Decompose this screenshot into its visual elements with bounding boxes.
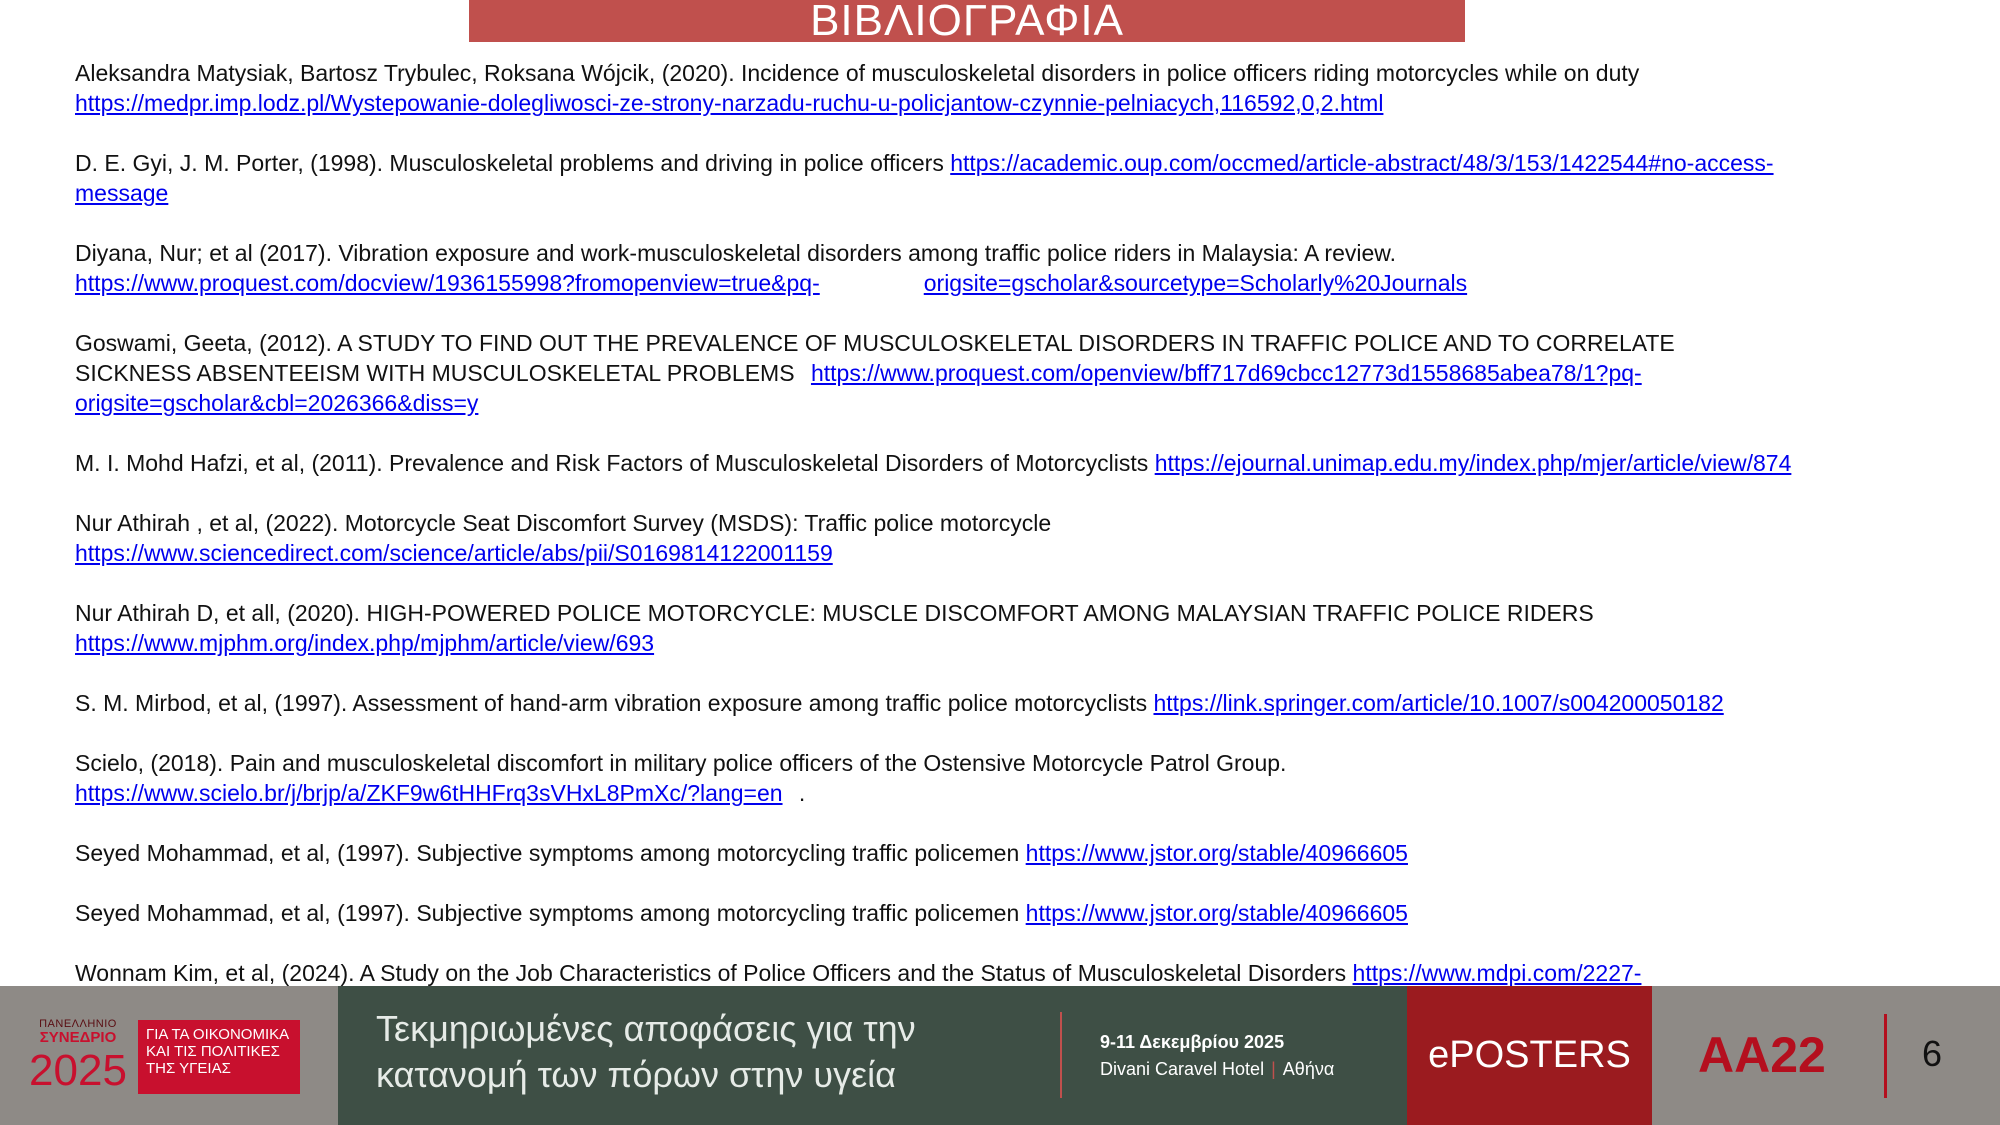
logo-tagline-box (138, 1020, 300, 1094)
reference-link[interactable]: https://www.jstor.org/stable/40966605 (1025, 840, 1408, 866)
logo-tagline-line: ΚΑΙ ΤΙΣ ΠΟΛΙΤΙΚΕΣ (146, 1043, 280, 1060)
reference-item (75, 898, 1955, 928)
reference-link[interactable]: https://www.scielo.br/j/brjp/a/ZKF9w6tHHFrq3sVHxL8PmXc/?lang=en (75, 780, 783, 806)
reference-link[interactable]: https://www.jstor.org/stable/40966605 (1025, 900, 1408, 926)
logo-tagline-line: ΤΗΣ ΥΓΕΙΑΣ (146, 1060, 231, 1077)
reference-link[interactable]: https://www.proquest.com/openview/bff717d69cbcc12773d1558685abea78/1?pq- (810, 360, 1642, 386)
reference-item (75, 328, 1955, 418)
reference-text: Goswami, Geeta, (2012). A STUDY TO FIND OUT THE PREVALENCE OF MUSCULOSKELETAL DISORDERS IN TRAFFIC POLICE AND TO CORRELATE (75, 330, 1675, 356)
reference-text: D. E. Gyi, J. M. Porter, (1998). Musculoskeletal problems and driving in police officers (75, 150, 944, 176)
poster-code-divider (1884, 1014, 1887, 1098)
page-title-text: ΒΙΒΛΙΟΓΡΑΦΙΑ (810, 0, 1124, 42)
venue-name: Divani Caravel Hotel (1100, 1059, 1265, 1079)
slogan-line: Τεκμηριωμένες αποφάσεις για την (376, 1008, 916, 1049)
reference-text: SICKNESS ABSENTEEISM WITH MUSCULOSKELETAL PROBLEMS (75, 360, 795, 386)
reference-link[interactable]: https://www.mjphm.org/index.php/mjphm/article/view/693 (75, 630, 655, 656)
logo-wordmark (28, 1019, 128, 1094)
reference-text: Scielo, (2018). Pain and musculoskeletal discomfort in military police officers of the Ostensive Motorcycle Patrol Group. (75, 750, 1287, 776)
reference-link[interactable]: https://medpr.imp.lodz.pl/Wystepowanie-dolegliwosci-ze-strony-narzadu-ruchu-u-policjantow-czynnie-pelniacych,116592,0,2.html (75, 90, 1384, 116)
footer-divider (1060, 1012, 1062, 1098)
reference-item (75, 58, 1955, 118)
reference-item (75, 598, 1955, 658)
reference-link[interactable]: https://ejournal.unimap.edu.my/index.php/mjer/article/view/874 (1154, 450, 1792, 476)
reference-text: M. I. Mohd Hafzi, et al, (2011). Prevalence and Risk Factors of Musculoskeletal Disorders of Motorcyclists (75, 450, 1149, 476)
footer-main (338, 986, 1407, 1125)
page-title (469, 0, 1465, 42)
logo-tagline-line: ΓΙΑ ΤΑ ΟΙΚΟΝΟΜΙΚΑ (146, 1026, 290, 1043)
logo-small-text: ΠΑΝΕΛΛΗΝΙΟ (39, 1018, 117, 1030)
reference-link-continued[interactable]: origsite=gscholar&cbl=2026366&diss=y (75, 390, 479, 416)
reference-trailing: . (798, 780, 806, 806)
reference-text: Wonnam Kim, et al, (2024). A Study on the Job Characteristics of Police Officers and the Status of Musculoskeletal Disorders (75, 960, 1347, 986)
reference-item (75, 688, 1955, 718)
slogan-line: κατανομή των πόρων στην υγεία (376, 1054, 896, 1095)
venue-separator: | (1271, 1059, 1276, 1079)
reference-text: Nur Athirah D, et all, (2020). HIGH-POWERED POLICE MOTORCYCLE: MUSCLE DISCOMFORT AMONG MALAYSIAN TRAFFIC POLICE RIDERS (75, 600, 1594, 626)
logo-mid-text: ΣΥΝΕΔΡΙΟ (39, 1029, 117, 1046)
eposters-label: ePOSTERS (1407, 986, 1652, 1125)
reference-text: Nur Athirah , et al, (2022). Motorcycle Seat Discomfort Survey (MSDS): Traffic police motorcycle (75, 510, 1052, 536)
reference-link[interactable]: https://www.mdpi.com/2227- (1352, 960, 1642, 986)
reference-item (75, 148, 1955, 208)
footer-banner (0, 986, 2000, 1125)
conference-slogan (376, 1006, 1016, 1098)
reference-link-continued[interactable]: message (75, 180, 169, 206)
reference-link[interactable]: https://link.springer.com/article/10.1007/s004200050182 (1153, 690, 1724, 716)
reference-link[interactable]: https://academic.oup.com/occmed/article-abstract/48/3/153/1422544#no-access- (950, 150, 1774, 176)
venue-city: Αθήνα (1282, 1059, 1335, 1079)
reference-link-part: origsite=gscholar&sourcetype=Scholarly%20Journals (923, 270, 1468, 296)
logo-year: 2025 (29, 1046, 127, 1095)
reference-link[interactable] (75, 270, 1467, 296)
reference-list (75, 58, 1955, 1048)
reference-item (75, 508, 1955, 568)
reference-text: Seyed Mohammad, et al, (1997). Subjective symptoms among motorcycling traffic policemen (75, 840, 1020, 866)
reference-link[interactable]: https://www.sciencedirect.com/science/article/abs/pii/S0169814122001159 (75, 540, 833, 566)
reference-item (75, 748, 1955, 808)
poster-code-box (1652, 986, 2000, 1125)
reference-text: Aleksandra Matysiak, Bartosz Trybulec, Roksana Wójcik, (2020). Incidence of musculoskeletal disorders in police officers riding motorcycles while on duty (75, 60, 1640, 86)
reference-link-part: https://www.proquest.com/docview/1936155998?fromopenview=true&pq- (75, 270, 820, 296)
reference-text: Seyed Mohammad, et al, (1997). Subjective symptoms among motorcycling traffic policemen (75, 900, 1020, 926)
conference-date: 9-11 Δεκεμβρίου 2025 (1100, 1032, 1285, 1052)
reference-item (75, 238, 1955, 298)
reference-item (75, 838, 1955, 868)
reference-text: Diyana, Nur; et al (2017). Vibration exposure and work-musculoskeletal disorders among traffic police riders in Malaysia: A review. (75, 240, 1396, 266)
reference-item (75, 448, 1955, 478)
poster-code: AA22 (1698, 1027, 1826, 1083)
reference-text: S. M. Mirbod, et al, (1997). Assessment of hand-arm vibration exposure among traffic police motorcyclists (75, 690, 1148, 716)
conference-logo (0, 986, 338, 1125)
conference-venue (1100, 1057, 1334, 1081)
page-number: 6 (1922, 1033, 1943, 1074)
